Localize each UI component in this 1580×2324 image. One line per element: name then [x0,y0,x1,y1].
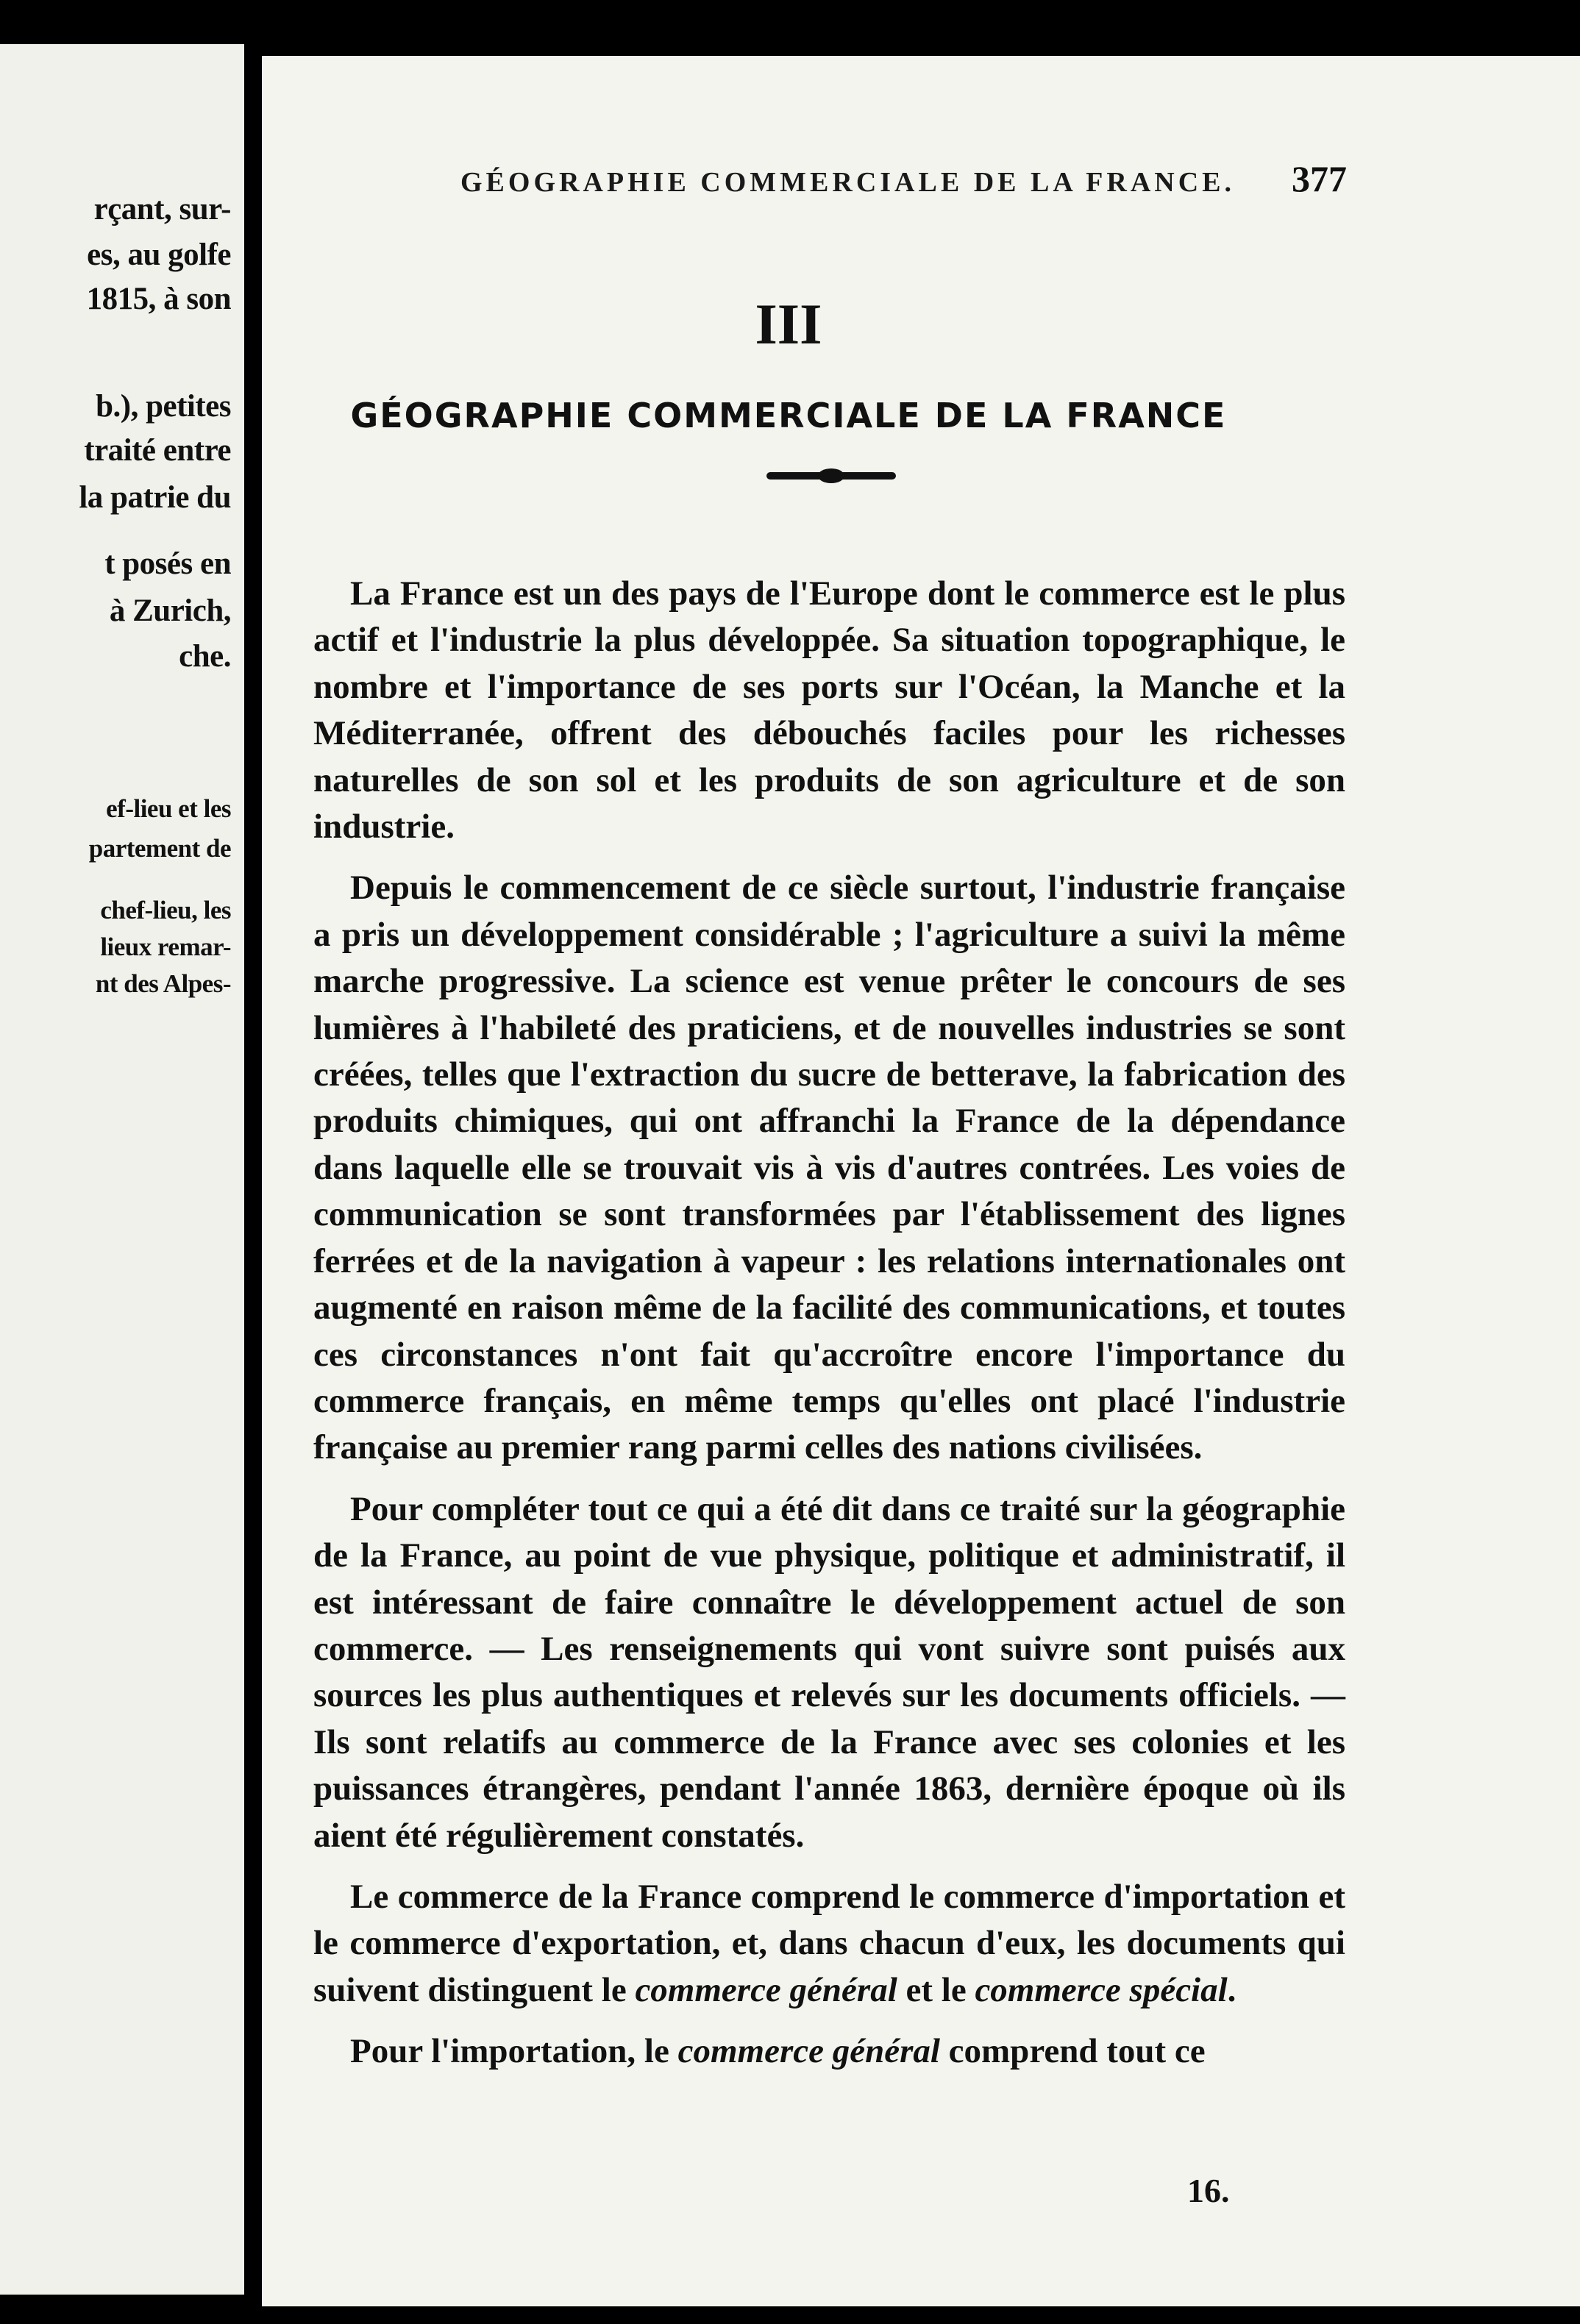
facing-page-fragment [0,44,244,2295]
facing-page-line: la patrie du [79,480,231,515]
ornamental-rule [766,472,896,480]
paragraph-text: . [1227,1970,1236,2009]
paragraph [313,1874,1345,2014]
facing-page-line: t posés en [104,546,231,581]
paragraph-text: et le [897,1970,975,2009]
italic-term: commerce spécial [975,1970,1228,2009]
facing-page-line: b.), petites [96,389,231,424]
paragraph-text: La France est un des pays de l'Europe dont le commerce est le plus actif et l'industrie la plus développée. Sa situation topographique, le nombre et l'importance de ses ports sur l'Océan, la Manche et la Méditerranée, offrent des débouchés faciles pour les richesses naturelles de son sol et les produits de son agriculture et de son industrie. [313,574,1345,846]
page-number: 377 [1292,158,1347,199]
facing-page-line: es, au golfe [87,238,231,272]
facing-page-line: lieux remar- [100,933,231,961]
facing-page-line: ef-lieu et les [106,794,231,823]
paragraph [313,865,1345,1471]
facing-page-line: à Zurich, [109,594,231,628]
facing-page-line: nt des Alpes- [95,969,231,998]
facing-page-line: 1815, à son [86,282,231,316]
paragraph [313,2028,1345,2075]
paragraph-text: comprend tout ce [939,2032,1206,2071]
facing-page-line: partement de [88,834,231,863]
paragraph [313,1486,1345,1859]
body-text [313,571,1345,2090]
running-head: GÉOGRAPHIE COMMERCIALE DE LA FRANCE. [460,167,1235,198]
paragraph-text: Depuis le commencement de ce siècle surtout, l'industrie française a pris un développement considérable ; l'agriculture a suivi la même marche progressive. La science est venue prêter le concours de ses lumières à l'habileté des praticiens, et de nouvelles industries se sont créées, telles que l'extraction du sucre de betterave, la fabrication des produits chimiques, qui ont affranchi la France de la dépendance dans laquelle elle se trouvait vis à vis d'autres contrées. Les voies de communication se sont transformées par l'établissement des lignes ferrées et de la navigation à vapeur : les relations internationales ont augmenté en raison même de la facilité des communications, et toutes ces circonstances n'ont fait qu'accroître encore l'importance du commerce français, en même temps qu'elles ont placé l'industrie française au premier rang parmi celles des nations civilisées. [313,869,1345,1467]
paragraph-text: Le commerce de la France comprend le commerce d'importation et le commerce d'exportation, et, dans chacun d'eux, les documents qui suivent distinguent le [313,1877,1345,2009]
facing-page-line: che. [179,639,231,674]
facing-page-line: chef-lieu, les [100,896,231,924]
page-gutter [244,0,262,2324]
book-page [262,56,1580,2306]
facing-page-line: traité entre [84,433,231,468]
signature-mark: 16. [1187,2172,1230,2209]
paragraph-text: Pour compléter tout ce qui a été dit dans ce traité sur la géographie de la France, au point de vue physique, politique et administratif, il est intéressant de faire connaître le développement actuel de son commerce. — Les renseignements qui vont suivre sont puisés aux sources les plus authentiques et relevés sur les documents officiels. — Ils sont relatifs au commerce de la France avec ses colonies et les puissances étrangères, pendant l'année 1863, dernière époque où ils aient été régulièrement constatés. [313,1489,1345,1855]
facing-page-line: rçant, sur- [93,192,231,227]
paragraph [313,571,1345,850]
chapter-number: III [755,292,822,356]
italic-term: commerce général [635,1970,897,2009]
italic-term: commerce général [677,2032,940,2071]
chapter-title: GÉOGRAPHIE COMMERCIALE DE LA FRANCE [350,396,1227,435]
paragraph-text: Pour l'importation, le [350,2032,678,2071]
